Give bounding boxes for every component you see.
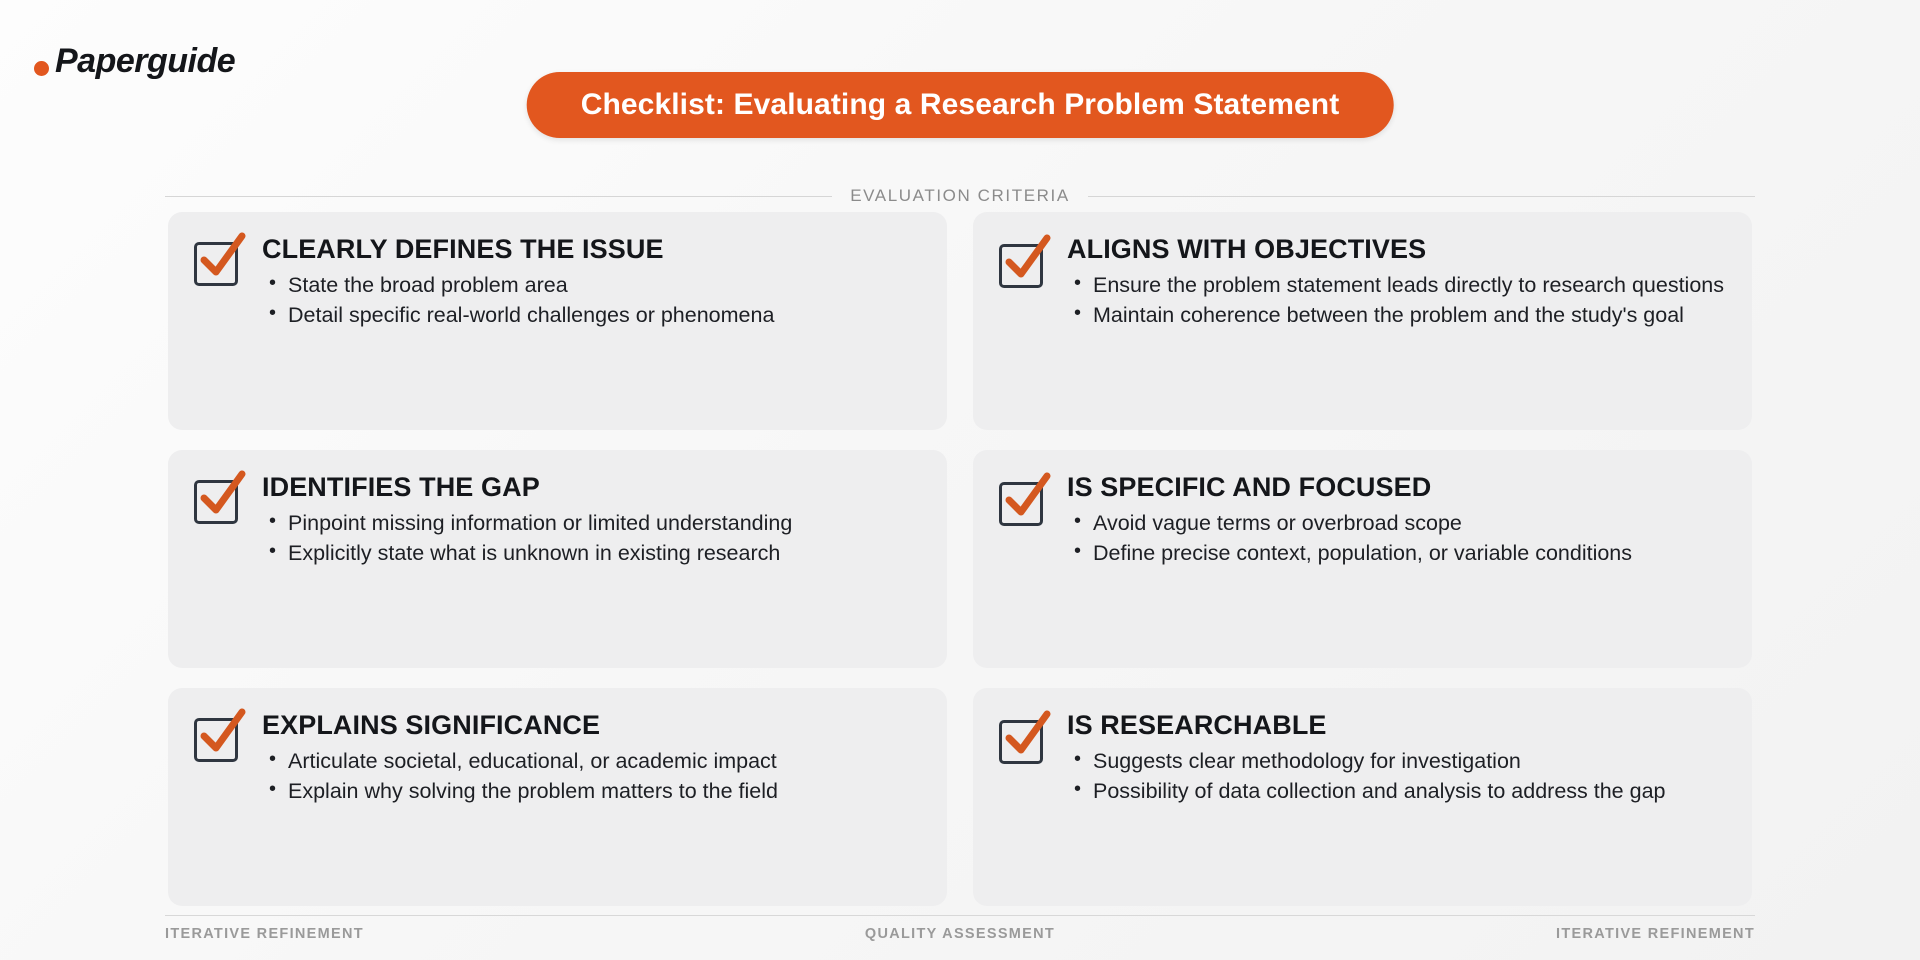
footer-rule xyxy=(165,915,1755,916)
list-item: • Detail specific real-world challenges or phenomena xyxy=(288,302,921,330)
list-item: • Pinpoint missing information or limited understanding xyxy=(288,510,921,538)
card-bullet-list xyxy=(1067,510,1726,567)
list-item: • Explain why solving the problem matters to the field xyxy=(288,778,921,806)
list-item: • Explicitly state what is unknown in existing research xyxy=(288,540,921,568)
card-title: CLEARLY DEFINES THE ISSUE xyxy=(262,234,664,264)
list-item: • Avoid vague terms or overbroad scope xyxy=(1093,510,1726,538)
checked-checkbox-icon xyxy=(192,236,244,288)
card-title: IS RESEARCHABLE xyxy=(1067,710,1327,740)
divider-label: EVALUATION CRITERIA xyxy=(850,186,1070,205)
checked-checkbox-icon xyxy=(192,474,244,526)
card-title: IDENTIFIES THE GAP xyxy=(262,472,540,502)
list-item: • Possibility of data collection and analysis to address the gap xyxy=(1093,778,1726,806)
card-bullet-list xyxy=(1067,748,1726,805)
page-title: Checklist: Evaluating a Research Problem Statement xyxy=(527,72,1394,138)
criteria-card xyxy=(168,212,947,430)
brand-name: Paperguide xyxy=(55,42,236,80)
list-item: • Articulate societal, educational, or academic impact xyxy=(288,748,921,776)
criteria-card xyxy=(973,688,1752,906)
list-item: • Suggests clear methodology for investigation xyxy=(1093,748,1726,776)
checked-checkbox-icon xyxy=(997,476,1049,528)
brand-logo xyxy=(34,42,235,81)
list-item: • Maintain coherence between the problem and the study's goal xyxy=(1093,302,1726,330)
footer-label-center: QUALITY ASSESSMENT xyxy=(864,926,1056,942)
card-bullet-list xyxy=(262,510,921,567)
criteria-card xyxy=(168,688,947,906)
checked-checkbox-icon xyxy=(192,712,244,764)
criteria-grid xyxy=(168,212,1752,906)
card-bullet-list xyxy=(262,272,921,329)
list-item: • Ensure the problem statement leads directly to research questions xyxy=(1093,272,1726,300)
footer-label-right: ITERATIVE REFINEMENT xyxy=(1556,926,1755,942)
checked-checkbox-icon xyxy=(997,238,1049,290)
card-title: EXPLAINS SIGNIFICANCE xyxy=(262,710,601,740)
checked-checkbox-icon xyxy=(997,714,1049,766)
divider-rule-left xyxy=(165,196,832,197)
footer xyxy=(165,915,1755,942)
card-bullet-list xyxy=(262,748,921,805)
brand-dot-icon xyxy=(34,61,49,76)
criteria-card xyxy=(168,450,947,668)
criteria-card xyxy=(973,212,1752,430)
criteria-card xyxy=(973,450,1752,668)
list-item: • Define precise context, population, or variable conditions xyxy=(1093,540,1726,568)
card-title: IS SPECIFIC AND FOCUSED xyxy=(1067,472,1432,502)
divider-rule-right xyxy=(1088,196,1755,197)
section-divider xyxy=(165,186,1755,206)
list-item: • State the broad problem area xyxy=(288,272,921,300)
footer-label-left: ITERATIVE REFINEMENT xyxy=(165,926,364,942)
card-bullet-list xyxy=(1067,272,1726,329)
card-title: ALIGNS WITH OBJECTIVES xyxy=(1067,234,1427,264)
footer-labels xyxy=(165,926,1755,942)
